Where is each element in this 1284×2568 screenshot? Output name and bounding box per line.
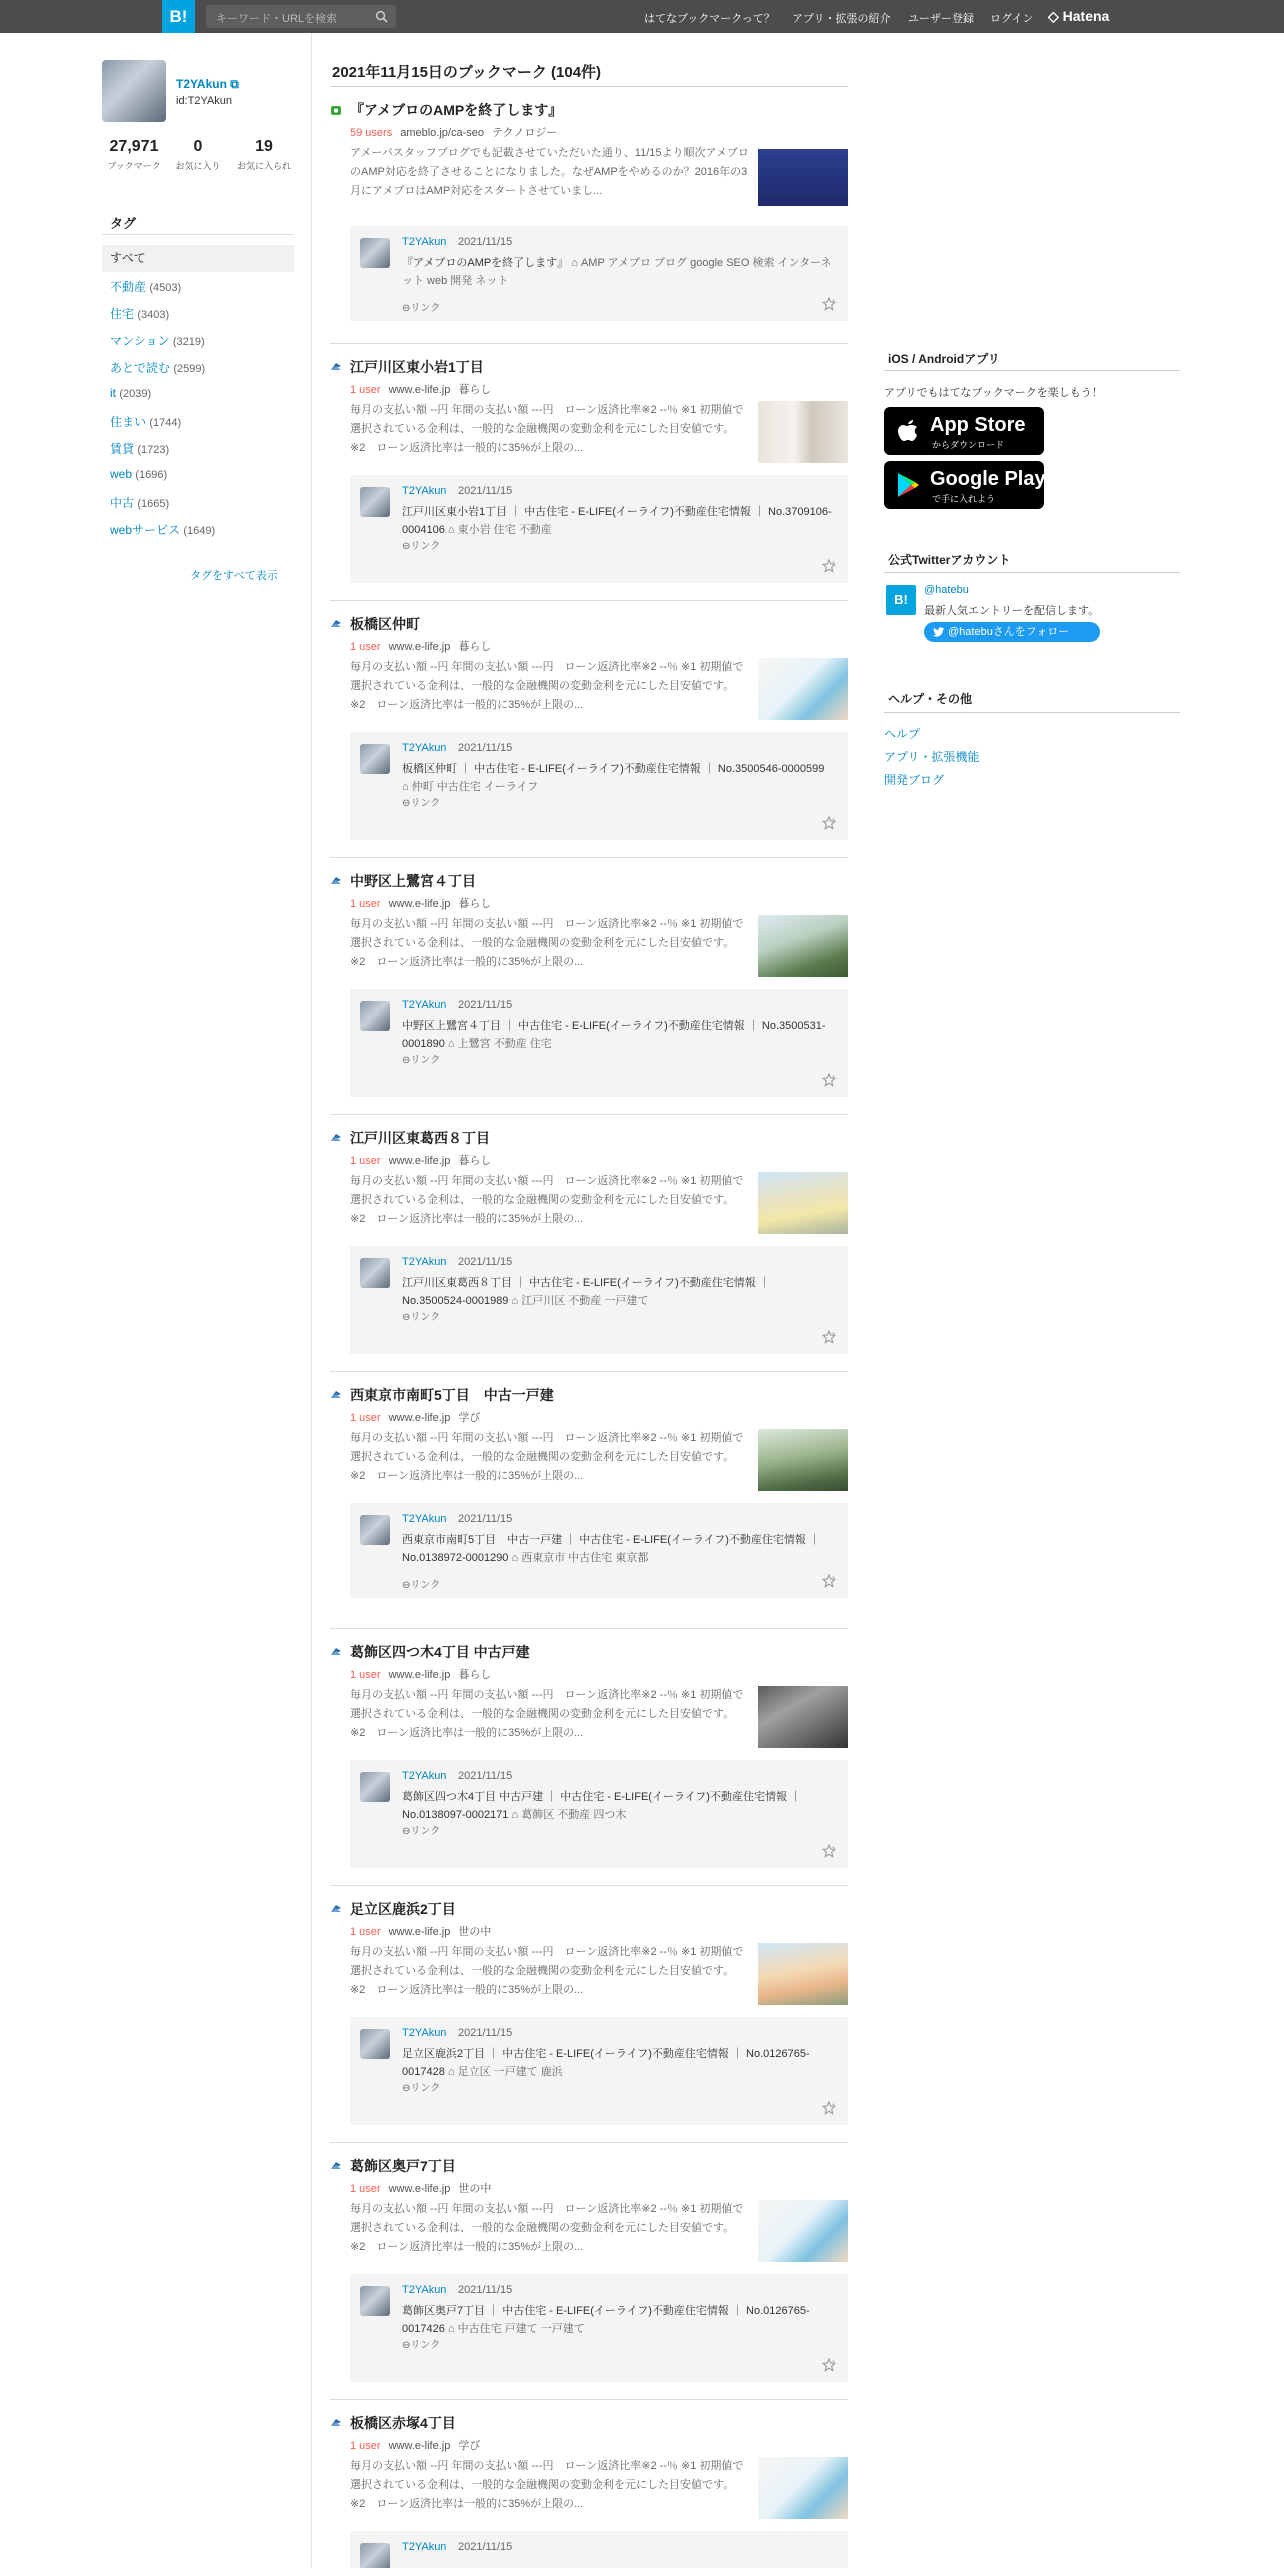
tag-item[interactable]: webサービス (1649) (110, 523, 216, 537)
favicon-icon (330, 1646, 342, 1658)
entry-users[interactable]: 1 user (350, 1669, 381, 1681)
comment-tags[interactable]: AMP アメブロ ブログ google SEO 検索 インターネット web 開発 ネット (402, 257, 832, 287)
svg-text:+: + (832, 1331, 835, 1337)
comment-avatar[interactable] (360, 238, 390, 268)
avatar[interactable] (102, 60, 166, 122)
twitter-heading: 公式Twitterアカウント (888, 553, 1011, 567)
user-comment-box (350, 2017, 848, 2125)
comment-tags[interactable]: 東小岩 住宅 不動産 (457, 524, 552, 536)
comment-avatar[interactable] (360, 487, 390, 517)
entry-divider (330, 1114, 848, 1115)
user-comment-box (350, 732, 848, 840)
comment-text: 江戸川区東小岩1丁目 ｜ 中古住宅 - E-LIFE(イーライフ)不動産住宅情報 ｜ No.3709106-0004106 ⌂ 東小岩 住宅 不動産 (402, 506, 832, 536)
comment-tags[interactable]: 上鷺宮 不動産 住宅 (457, 1038, 552, 1050)
entry-thumbnail[interactable] (758, 1943, 848, 2005)
tag-icon: ⌂ (447, 524, 455, 536)
twitter-desc: 最新人気エントリーを配信します。 (924, 605, 1100, 617)
comment-link[interactable]: ⊖リンク (402, 1312, 441, 1323)
add-star-icon[interactable] (822, 1574, 836, 1588)
comment-tags[interactable]: 葛飾区 不動産 四つ木 (521, 1809, 627, 1821)
hatebu-logo[interactable]: B! (162, 0, 195, 33)
app-heading: iOS / Androidアプリ (888, 352, 1000, 366)
link-icon: ⊖ (402, 2340, 411, 2351)
entry-domain[interactable]: www.e-life.jp (388, 641, 451, 653)
comment-date: 2021/11/15 (458, 1770, 513, 1782)
entry-thumbnail[interactable] (758, 658, 848, 720)
google-play-icon (896, 472, 920, 498)
app-store-button[interactable]: App Store からダウンロード (884, 407, 1044, 455)
comment-text: 足立区鹿浜2丁目 ｜ 中古住宅 - E-LIFE(イーライフ)不動産住宅情報 ｜ No.0126765-0017428 ⌂ 足立区 一戸建て 鹿浜 (402, 2048, 810, 2078)
comment-link[interactable]: ⊖リンク (402, 2340, 441, 2351)
entry-description: 毎月の支払い額 --円 年間の支払い額 ---円 ローン返済比率※2 --％ ※1 初期値で選択されている金利は、一般的な金融機関の変動金利を元にした目安値です。 ※2 ローン返済比率は一般的に35%が上限の... (350, 2203, 744, 2253)
nav-login[interactable]: ログイン (990, 13, 1034, 25)
add-star-icon[interactable] (822, 1844, 836, 1858)
entry-title[interactable]: 江戸川区東小岩1丁目 (350, 359, 484, 375)
entry-description: 毎月の支払い額 --円 年間の支払い額 ---円 ローン返済比率※2 --％ ※1 初期値で選択されている金利は、一般的な金融機関の変動金利を元にした目安値です。 ※2 ローン返済比率は一般的に35%が上限の... (350, 2460, 744, 2510)
nav-apps[interactable]: アプリ・拡張の紹介 (792, 13, 891, 25)
entry-users[interactable]: 59 users (350, 127, 393, 139)
entry-divider (330, 2142, 848, 2143)
tag-icon: ⌂ (447, 2066, 455, 2078)
add-star-icon[interactable] (822, 2358, 836, 2372)
svg-text:+: + (832, 817, 835, 823)
profile-name[interactable]: T2YAkun ⧉ (176, 77, 239, 91)
comment-avatar[interactable] (360, 1515, 390, 1545)
nav-register[interactable]: ユーザー登録 (908, 13, 974, 25)
comment-date: 2021/11/15 (458, 485, 513, 497)
link-icon: ⊖ (402, 303, 411, 314)
comment-user[interactable]: T2YAkun (402, 1770, 447, 1782)
user-comment-box (350, 2531, 848, 2568)
apple-icon (896, 418, 920, 444)
comment-user[interactable]: T2YAkun (402, 2541, 447, 2553)
entry-users[interactable]: 1 user (350, 1926, 381, 1938)
add-star-icon[interactable] (822, 1330, 836, 1344)
comment-user[interactable]: T2YAkun (402, 1513, 447, 1525)
comment-tags[interactable]: 仲町 中古住宅 イーライフ (411, 781, 539, 793)
add-star-icon[interactable] (822, 297, 836, 311)
tag-item[interactable]: 賃貸 (1723) (110, 442, 170, 456)
twitter-bird-icon (933, 627, 944, 637)
comment-avatar[interactable] (360, 2286, 390, 2316)
entry-users[interactable]: 1 user (350, 898, 381, 910)
comment-link[interactable]: ⊖リンク (402, 541, 441, 552)
user-comment-box (350, 1503, 848, 1598)
twitter-divider (884, 572, 1180, 573)
comment-text: 葛飾区四つ木4丁目 中古戸建 ｜ 中古住宅 - E-LIFE(イーライフ)不動産住宅情報 ｜ No.0138097-0002171 ⌂ 葛飾区 不動産 四つ木 (402, 1791, 802, 1821)
entry-thumbnail[interactable] (758, 1686, 848, 1748)
entry-category[interactable]: 暮らし (458, 1669, 492, 1681)
bookmark-entry (330, 871, 848, 1121)
comment-user[interactable]: T2YAkun (402, 236, 447, 248)
entry-thumbnail[interactable] (758, 401, 848, 463)
comment-user[interactable]: T2YAkun (402, 999, 447, 1011)
entry-title[interactable]: 足立区鹿浜2丁目 (350, 1901, 456, 1917)
entry-category[interactable]: 暮らし (458, 1155, 492, 1167)
entry-domain[interactable]: www.e-life.jp (388, 2440, 451, 2452)
page-title: 2021年11月15日のブックマーク (104件) (332, 64, 602, 81)
entry-meta (350, 895, 491, 911)
entry-category[interactable]: 世の中 (458, 2183, 492, 2195)
tag-item[interactable]: it (2039) (110, 386, 152, 400)
comment-text: 『アメブロのAMPを終了します』 ⌂ AMP アメブロ ブログ google SEO 検索 インターネット web 開発 ネット (402, 257, 832, 287)
entry-divider (330, 600, 848, 601)
entry-meta (350, 1409, 480, 1425)
entry-category[interactable]: 暮らし (458, 641, 492, 653)
app-divider (884, 370, 1180, 371)
entry-users[interactable]: 1 user (350, 2440, 381, 2452)
entry-description: 毎月の支払い額 --円 年間の支払い額 ---円 ローン返済比率※2 --％ ※1 初期値で選択されている金利は、一般的な金融機関の変動金利を元にした目安値です。 ※2 ローン返済比率は一般的に35%が上限の... (350, 661, 744, 711)
entry-thumbnail[interactable] (758, 2457, 848, 2519)
comment-avatar[interactable] (360, 1772, 390, 1802)
comment-text: 中野区上鷺宮４丁目 ｜ 中古住宅 - E-LIFE(イーライフ)不動産住宅情報 ｜ No.3500531-0001890 ⌂ 上鷺宮 不動産 住宅 (402, 1020, 826, 1050)
entry-thumbnail[interactable] (758, 1172, 848, 1234)
comment-user[interactable]: T2YAkun (402, 2284, 447, 2296)
entry-meta (350, 1923, 491, 1939)
favicon-icon (330, 618, 342, 630)
entry-category[interactable]: 暮らし (458, 898, 492, 910)
link-icon: ⊖ (402, 541, 411, 552)
entry-category[interactable]: 世の中 (458, 1926, 492, 1938)
comment-date: 2021/11/15 (458, 999, 513, 1011)
entry-meta (350, 381, 491, 397)
global-header (0, 0, 1284, 33)
favicon-icon (330, 2417, 342, 2429)
entry-description: 毎月の支払い額 --円 年間の支払い額 ---円 ローン返済比率※2 --％ ※1 初期値で選択されている金利は、一般的な金融機関の変動金利を元にした目安値です。 ※2 ローン返済比率は一般的に35%が上限の... (350, 1432, 744, 1482)
comment-text: 葛飾区奥戸7丁目 ｜ 中古住宅 - E-LIFE(イーライフ)不動産住宅情報 ｜ No.0126765-0017426 ⌂ 中古住宅 戸建て 一戸建て (402, 2305, 810, 2335)
user-comment-box (350, 226, 848, 321)
entry-title[interactable]: 『アメブロのAMPを終了します』 (350, 102, 563, 118)
entry-title[interactable]: 江戸川区東葛西８丁目 (350, 1130, 490, 1146)
entry-domain[interactable]: www.e-life.jp (388, 1926, 451, 1938)
link-icon: ⊖ (402, 1055, 411, 1066)
apps-extensions-link[interactable]: アプリ・拡張機能 (884, 750, 980, 764)
bookmark-entry (330, 1642, 848, 1892)
link-icon: ⊖ (402, 1312, 411, 1323)
add-star-icon[interactable] (822, 816, 836, 830)
entry-meta (350, 2180, 491, 2196)
favicon-icon (330, 2160, 342, 2172)
tag-all[interactable]: すべて (102, 245, 294, 272)
entry-description: 毎月の支払い額 --円 年間の支払い額 ---円 ローン返済比率※2 --％ ※1 初期値で選択されている金利は、一般的な金融機関の変動金利を元にした目安値です。 ※2 ローン返済比率は一般的に35%が上限の... (350, 404, 744, 454)
add-star-icon[interactable] (822, 559, 836, 573)
entry-meta (350, 2437, 480, 2453)
link-icon: ⊖ (402, 2083, 411, 2094)
user-comment-box (350, 1246, 848, 1354)
comment-date: 2021/11/15 (458, 1256, 513, 1268)
entry-thumbnail[interactable] (758, 144, 848, 206)
comment-link[interactable]: ⊖リンク (402, 1055, 441, 1066)
tags-divider (102, 234, 294, 235)
comment-link[interactable]: ⊖リンク (402, 2083, 441, 2094)
link-icon: ⊖ (402, 1826, 411, 1837)
entry-description: 毎月の支払い額 --円 年間の支払い額 ---円 ローン返済比率※2 --％ ※1 初期値で選択されている金利は、一般的な金融機関の変動金利を元にした目安値です。 ※2 ローン返済比率は一般的に35%が上限の... (350, 1689, 744, 1739)
entry-title[interactable]: 板橋区赤塚4丁目 (350, 2415, 456, 2431)
favicon-icon (330, 875, 342, 887)
comment-avatar[interactable] (360, 1258, 390, 1288)
entry-category[interactable]: 学び (458, 2440, 481, 2452)
tag-item[interactable]: 住宅 (3403) (110, 307, 170, 321)
comment-text: 西東京市南町5丁目 中古一戸建 ｜ 中古住宅 - E-LIFE(イーライフ)不動産住宅情報 ｜ No.0138972-0001290 ⌂ 西東京市 中古住宅 東京都 (402, 1534, 820, 1564)
entry-title[interactable]: 板橋区仲町 (350, 616, 420, 632)
entry-users[interactable]: 1 user (350, 2183, 381, 2195)
dev-blog-link[interactable]: 開発ブログ (884, 773, 945, 787)
profile-id: id:T2YAkun (176, 95, 233, 107)
comment-tags[interactable]: 足立区 一戸建て 鹿浜 (457, 2066, 563, 2078)
column-divider (311, 33, 312, 2568)
stat-favorites[interactable]: 0 お気に入り (175, 138, 221, 171)
show-all-tags-link[interactable]: タグをすべて表示 (190, 570, 278, 582)
user-comment-box (350, 2274, 848, 2382)
tag-item[interactable]: web (1696) (110, 467, 168, 481)
user-comment-box (350, 1760, 848, 1868)
comment-date: 2021/11/15 (458, 236, 513, 248)
svg-text:+: + (832, 298, 835, 304)
comment-link[interactable]: ⊖リンク (402, 798, 441, 809)
entry-domain[interactable]: www.e-life.jp (388, 898, 451, 910)
tag-item[interactable]: あとで読む (2599) (110, 361, 206, 375)
entry-title[interactable]: 中野区上鷺宮４丁目 (350, 873, 476, 889)
search-input[interactable]: キーワード・URLを検索 (216, 13, 338, 25)
twitter-account-link[interactable]: @hatebu (924, 584, 969, 596)
comment-avatar[interactable] (360, 2543, 390, 2568)
comment-date: 2021/11/15 (458, 2284, 513, 2296)
entry-domain[interactable]: www.e-life.jp (388, 384, 451, 396)
comment-date: 2021/11/15 (458, 2541, 513, 2553)
comment-text: 板橋区仲町 ｜ 中古住宅 - E-LIFE(イーライフ)不動産住宅情報 ｜ No.3500546-0000599 ⌂ 仲町 中古住宅 イーライフ (402, 763, 825, 793)
tag-icon: ⌂ (511, 1295, 519, 1307)
entry-domain[interactable]: www.e-life.jp (388, 2183, 451, 2195)
tag-item[interactable]: マンション (3219) (110, 334, 205, 348)
hatena-icon: ◇ (1048, 8, 1063, 24)
link-icon: ⊖ (402, 1580, 411, 1591)
tag-item[interactable]: 中古 (1665) (110, 496, 170, 510)
entry-divider (330, 2399, 848, 2400)
google-play-button[interactable]: Google Play で手に入れよう (884, 461, 1044, 509)
entry-users[interactable]: 1 user (350, 1155, 381, 1167)
comment-avatar[interactable] (360, 1001, 390, 1031)
title-divider (330, 86, 848, 87)
comment-date: 2021/11/15 (458, 1513, 513, 1525)
tag-icon: ⌂ (511, 1809, 519, 1821)
help-link[interactable]: ヘルプ (884, 727, 921, 741)
user-comment-box (350, 475, 848, 583)
help-divider (884, 712, 1180, 713)
entry-meta (350, 124, 557, 140)
tag-icon: ⌂ (447, 2323, 455, 2335)
search-box[interactable] (206, 5, 396, 28)
entry-users[interactable]: 1 user (350, 1412, 381, 1424)
add-star-icon[interactable] (822, 1073, 836, 1087)
search-icon[interactable] (375, 10, 388, 23)
bookmark-entry (330, 2413, 848, 2568)
tag-icon: ⌂ (571, 257, 578, 269)
entry-title[interactable]: 葛飾区四つ木4丁目 中古戸建 (350, 1644, 530, 1660)
tag-icon: ⌂ (511, 1552, 519, 1564)
entry-domain[interactable]: www.e-life.jp (388, 1669, 451, 1681)
entry-category[interactable]: テクノロジー (491, 127, 558, 139)
entry-category[interactable]: 暮らし (458, 384, 492, 396)
svg-text:+: + (832, 2359, 835, 2365)
favicon-icon (330, 104, 342, 116)
svg-text:+: + (832, 1845, 835, 1851)
bookmark-entry (330, 100, 848, 350)
entry-domain[interactable]: ameblo.jp/ca-seo (400, 127, 484, 139)
stat-bookmarks[interactable]: 27,971 ブックマーク (107, 138, 161, 171)
comment-tags[interactable]: 江戸川区 不動産 一戸建て (521, 1295, 649, 1307)
comment-tags[interactable]: 西東京市 中古住宅 東京都 (521, 1552, 649, 1564)
comment-link[interactable]: ⊖リンク (402, 1826, 441, 1837)
tag-icon: ⌂ (447, 1038, 455, 1050)
comment-tags[interactable]: 中古住宅 戸建て 一戸建て (457, 2323, 585, 2335)
favicon-icon (330, 361, 342, 373)
svg-text:+: + (832, 1575, 835, 1581)
entry-meta (350, 1152, 491, 1168)
comment-date: 2021/11/15 (458, 2027, 513, 2039)
entry-divider (330, 343, 848, 344)
comment-link[interactable]: ⊖リンク (402, 1580, 441, 1591)
entry-thumbnail[interactable] (758, 915, 848, 977)
bookmark-entry (330, 614, 848, 864)
svg-text:+: + (832, 2102, 835, 2108)
entry-title[interactable]: 葛飾区奥戸7丁目 (350, 2158, 456, 2174)
favicon-icon (330, 1903, 342, 1915)
entry-meta (350, 1666, 491, 1682)
twitter-follow-button[interactable]: @hatebuさんをフォロー (924, 622, 1100, 642)
entry-description: アメーバスタッフブログでも記載させていただいた通り、11/15より順次アメブロのAMP対応を終了させることになりました。なぜAMPをやめるのか？2016年の3月にアメブロはAMP対応をスタートさせていまし... (350, 147, 749, 197)
entry-thumbnail[interactable] (758, 1429, 848, 1491)
tag-item[interactable]: 不動産 (4503) (110, 280, 182, 294)
hatena-logo[interactable]: ◇ Hatena (1048, 8, 1110, 24)
svg-text:+: + (832, 1074, 835, 1080)
link-icon: ⊖ (402, 798, 411, 809)
tag-icon: ⌂ (402, 781, 409, 793)
entry-domain[interactable]: www.e-life.jp (388, 1155, 451, 1167)
entry-description: 毎月の支払い額 --円 年間の支払い額 ---円 ローン返済比率※2 --％ ※1 初期値で選択されている金利は、一般的な金融機関の変動金利を元にした目安値です。 ※2 ローン返済比率は一般的に35%が上限の... (350, 1175, 744, 1225)
bookmark-entry (330, 1385, 848, 1635)
bookmark-entry (330, 1899, 848, 2149)
tags-heading: タグ (110, 216, 137, 231)
bookmark-entry (330, 2156, 848, 2406)
bookmark-entry (330, 1128, 848, 1378)
favicon-icon (330, 1389, 342, 1401)
comment-avatar[interactable] (360, 744, 390, 774)
entry-category[interactable]: 学び (458, 1412, 481, 1424)
external-link-icon: ⧉ (230, 77, 239, 91)
entry-thumbnail[interactable] (758, 2200, 848, 2262)
comment-user[interactable]: T2YAkun (402, 485, 447, 497)
entry-meta (350, 638, 491, 654)
entry-domain[interactable]: www.e-life.jp (388, 1412, 451, 1424)
comment-link[interactable]: ⊖リンク (402, 303, 441, 314)
svg-text:+: + (832, 560, 835, 566)
nav-about[interactable]: はてなブックマークって？ (644, 13, 775, 25)
comment-avatar[interactable] (360, 2029, 390, 2059)
comment-user[interactable]: T2YAkun (402, 1256, 447, 1268)
entry-divider (330, 1371, 848, 1372)
add-star-icon[interactable] (822, 2101, 836, 2115)
comment-user[interactable]: T2YAkun (402, 2027, 447, 2039)
entry-users[interactable]: 1 user (350, 384, 381, 396)
entry-description: 毎月の支払い額 --円 年間の支払い額 ---円 ローン返済比率※2 --％ ※1 初期値で選択されている金利は、一般的な金融機関の変動金利を元にした目安値です。 ※2 ローン返済比率は一般的に35%が上限の... (350, 918, 744, 968)
comment-date: 2021/11/15 (458, 742, 513, 754)
entry-divider (330, 1885, 848, 1886)
entry-divider (330, 1628, 848, 1629)
hatebu-twitter-icon[interactable]: B! (886, 585, 916, 615)
comment-text: 江戸川区東葛西８丁目 ｜ 中古住宅 - E-LIFE(イーライフ)不動産住宅情報 ｜ No.3500524-0001989 ⌂ 江戸川区 不動産 一戸建て (402, 1277, 770, 1307)
app-text: アプリでもはてなブックマークを楽しもう！ (884, 387, 1103, 399)
entry-description: 毎月の支払い額 --円 年間の支払い額 ---円 ローン返済比率※2 --％ ※1 初期値で選択されている金利は、一般的な金融機関の変動金利を元にした目安値です。 ※2 ローン返済比率は一般的に35%が上限の... (350, 1946, 744, 1996)
user-comment-box (350, 989, 848, 1097)
entry-title[interactable]: 西東京市南町5丁目 中古一戸建 (350, 1387, 554, 1403)
comment-user[interactable]: T2YAkun (402, 742, 447, 754)
stat-followers[interactable]: 19 お気に入られ (236, 138, 291, 171)
tag-item[interactable]: 住まい (1744) (110, 415, 182, 429)
entry-users[interactable]: 1 user (350, 641, 381, 653)
bookmark-entry (330, 357, 848, 607)
entry-divider (330, 857, 848, 858)
favicon-icon (330, 1132, 342, 1144)
help-heading: ヘルプ・その他 (888, 692, 973, 706)
